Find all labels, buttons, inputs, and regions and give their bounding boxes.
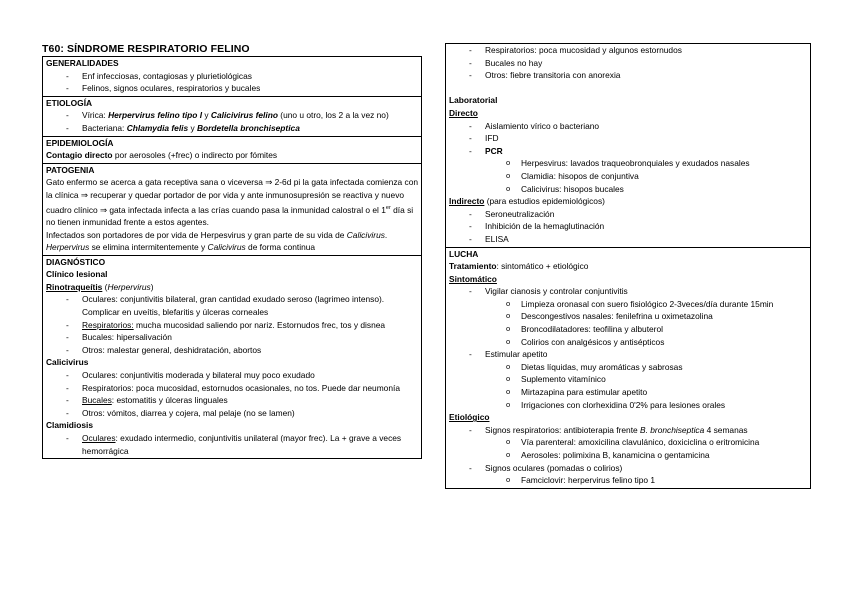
- list-item: - Respiratorios: poca mucosidad y algunos estornudos: [469, 45, 682, 55]
- list-item: - Bacteriana: Chlamydia felis y Bordetella bronchiseptica: [66, 122, 300, 133]
- paragraph: Contagio directo por aerosoles (+frec) o indirecto por fómites: [46, 150, 278, 161]
- sub-list-item: o Famciclovir: herpervirus felino tipo 1: [506, 475, 656, 486]
- list-item: - Oculares: exudado intermedio, conjuntivitis unilateral (mayor frec). La + grave a veces hemorrágica: [66, 433, 402, 456]
- section-lucha: [446, 247, 810, 488]
- sub-list-item: o Aerosoles: polimixina B, kanamicina o gentamicina: [506, 450, 710, 460]
- section-diagnostico: [43, 255, 421, 459]
- sub-list-item: o Clamidia: hisopos de conjuntiva: [506, 170, 639, 181]
- list-item: - Seroneutralización: [469, 208, 555, 219]
- paragraph: Gato enfermo se acerca a gata receptiva sana o viceversa ⇒ 2-6d pi la gata infectada comienza con la clínica ⇒ recuperar y quedar portador de por vida y ante inmunosupresión se reactiva y nuevo cuadro clínico ⇒ gata infectada infecta a las crías cuando pasa la inmunidad calostral o el 1er día si no tienen inmunidad frente a estos agentes.: [46, 177, 419, 227]
- section-epidemiologia: [43, 136, 421, 163]
- list-item: - IFD: [469, 133, 499, 144]
- list-item: - Otros: fiebre transitoria con anorexia: [469, 70, 621, 81]
- list-item: - Signos respiratorios: antibioterapia frente B. bronchiseptica 4 semanas: [469, 424, 748, 435]
- subheading: Clamidiosis: [46, 420, 94, 431]
- list-item: - Oculares: conjuntivitis moderada y bilateral muy poco exudado: [66, 370, 315, 381]
- sub-list-item: o Herpesvirus: lavados traqueobronquiales y exudados nasales: [506, 158, 750, 169]
- subheading: Indirecto (para estudios epidemiológicos): [449, 196, 605, 207]
- list-item: - Aislamiento vírico o bacteriano: [469, 120, 600, 131]
- sub-list-item: o Broncodilatadores: teofilina y albuterol: [506, 324, 663, 335]
- subheading: Sintomático: [449, 273, 497, 284]
- diagnostico-continuation: [445, 43, 811, 489]
- right-column: [445, 43, 811, 489]
- list-item: - Bucales: estomatitis y úlceras linguales: [66, 395, 228, 406]
- list-item: - Bucales no hay: [469, 57, 543, 68]
- section-patogenia: [43, 163, 421, 255]
- list-item: - Vigilar cianosis y controlar conjuntivitis: [469, 286, 628, 297]
- list-item: - Enf infecciosas, contagiosas y plurietiológicas: [66, 70, 252, 81]
- subheading: Rinotraqueítis (Herpervirus): [46, 281, 154, 292]
- paragraph: Tratamiento: sintomático + etiológico: [449, 261, 589, 272]
- list-item: - Otros: vómitos, diarrea y cojera, mal pelaje (no se lamen): [66, 407, 295, 418]
- section-heading: PATOGENIA: [46, 164, 95, 175]
- list-item: - Respiratorios: poca mucosidad, estornudos ocasionales, no tos. Puede dar neumonía: [66, 382, 400, 393]
- subheading: Clínico lesional: [46, 269, 108, 280]
- sub-list-item: o Suplemento vitamínico: [506, 374, 606, 385]
- section-etiologia: [43, 96, 421, 136]
- list-item: - Respiratorios: mucha mucosidad saliendo por nariz. Estornudos frec, tos y disnea: [66, 319, 386, 330]
- list-item: - Felinos, signos oculares, respiratorios y bucales: [66, 83, 261, 94]
- sub-list-item: o Limpieza oronasal con suero fisiológico 2-3veces/día durante 15min: [506, 298, 774, 309]
- section-generalidades: [43, 57, 421, 96]
- list-item: - ELISA: [469, 233, 509, 244]
- section-heading: ETIOLOGÍA: [46, 97, 93, 108]
- section-heading: DIAGNÓSTICO: [46, 256, 106, 267]
- list-item: - Estimular apetito: [469, 349, 548, 360]
- section-heading: EPIDEMIOLOGÍA: [46, 137, 114, 148]
- section-heading: GENERALIDADES: [46, 58, 119, 68]
- subheading: Laboratorial: [449, 95, 498, 106]
- subheading: Calicivirus: [46, 357, 89, 368]
- sub-list-item: o Vía parenteral: amoxicilina clavulánico, doxiciclina o eritromicina: [506, 437, 760, 448]
- section-heading: LUCHA: [449, 248, 479, 259]
- list-item: - Signos oculares (pomadas o colirios): [469, 462, 623, 473]
- list-item: - Inhibición de la hemaglutinación: [469, 221, 605, 232]
- subheading: Directo: [449, 107, 478, 118]
- subheading: Etiológico: [449, 412, 490, 423]
- sub-list-item: o Calicivirus: hisopos bucales: [506, 183, 624, 194]
- page-title: T60: SÍNDROME RESPIRATORIO FELINO: [42, 43, 250, 55]
- sub-list-item: o Dietas líquidas, muy aromáticas y sabrosas: [506, 361, 683, 372]
- list-item: - Oculares: conjuntivitis bilateral, gran cantidad exudado seroso (lagrimeo intenso). Complicar en uveítis, blefaritis y úlceras corneales: [66, 294, 385, 318]
- list-item: - Bucales: hipersalivación: [66, 332, 172, 343]
- list-item: - Vírica: Herpervirus felino tipo I y Calicivirus felino (uno u otro, los 2 a la vez no): [66, 110, 389, 121]
- sub-list-item: o Irrigaciones con clorhexidina 0'2% para lesiones orales: [506, 399, 726, 410]
- list-item: - PCR: [469, 145, 503, 156]
- sub-list-item: o Descongestivos nasales: fenilefrina u oximetazolina: [506, 311, 713, 322]
- sub-list-item: o Mirtazapina para estimular apetito: [506, 387, 648, 398]
- list-item: - Otros: malestar general, deshidratación, abortos: [66, 344, 262, 355]
- paragraph: Infectados son portadores de por vida de Herpesvirus y gran parte de su vida de Calicivirus. Herpervirus se elimina intermitentemente y Calicivirus de forma continua: [46, 229, 388, 253]
- sub-list-item: o Colirios con analgésicos y antisépticos: [506, 336, 665, 347]
- left-column: [42, 56, 422, 459]
